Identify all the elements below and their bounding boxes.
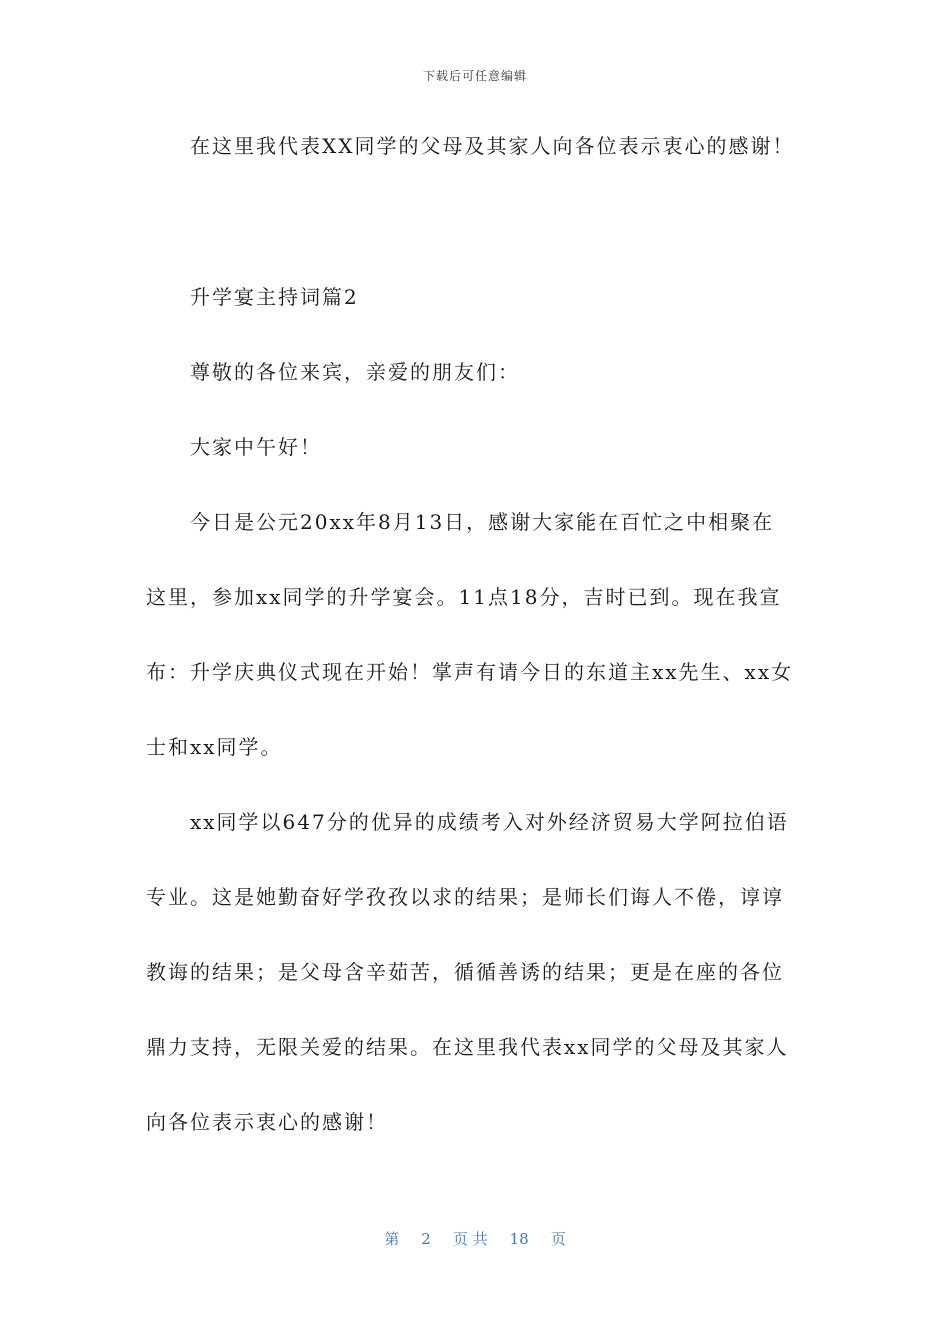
hello-text: 大家中午好！ [190, 435, 322, 459]
paragraph-line: 士和xx同学。 [146, 735, 283, 759]
greeting [146, 335, 860, 410]
paragraph-thanks [146, 109, 860, 184]
paragraph-date [146, 485, 816, 785]
paragraph-line: 今日是公元20xx年8月13日，感谢大家能在百忙之中相聚在 [190, 510, 775, 534]
paragraph-line: xx同学以647分的优异的成绩考入对外经济贸易大学阿拉伯语 [190, 810, 789, 834]
paragraph-line: 向各位表示衷心的感谢！ [146, 1110, 388, 1134]
paragraph-line: 布：升学庆典仪式现在开始！掌声有请今日的东道主xx先生、xx女 [146, 660, 794, 684]
section-heading-text: 升学宴主持词篇2 [190, 285, 359, 309]
hello-line [146, 410, 860, 485]
page-footer [0, 1228, 950, 1249]
page-label-suffix: 页 [550, 1230, 566, 1248]
page-label-mid: 页 共 [452, 1230, 488, 1248]
paragraph-line: 专业。这是她勤奋好学孜孜以求的结果；是师长们诲人不倦，谆谆 [146, 885, 784, 909]
page-label-prefix: 第 [384, 1230, 400, 1248]
paragraph-line: 在这里我代表XX同学的父母及其家人向各位表示衷心的感谢！ [190, 134, 795, 158]
paragraph-line: 这里，参加xx同学的升学宴会。11点18分，吉时已到。现在我宣 [146, 585, 782, 609]
paragraph-line: 鼎力支持，无限关爱的结果。在这里我代表xx同学的父母及其家人 [146, 1035, 789, 1059]
current-page-number: 2 [421, 1230, 431, 1248]
header-note: 下载后可任意编辑 [422, 69, 527, 83]
greeting-text: 尊敬的各位来宾，亲爱的朋友们： [190, 360, 520, 384]
total-pages-number: 18 [509, 1230, 529, 1248]
paragraph-line: 教诲的结果；是父母含辛茹苦，循循善诱的结果；更是在座的各位 [146, 960, 784, 984]
section-heading [146, 260, 860, 335]
paragraph-score [146, 785, 816, 1160]
